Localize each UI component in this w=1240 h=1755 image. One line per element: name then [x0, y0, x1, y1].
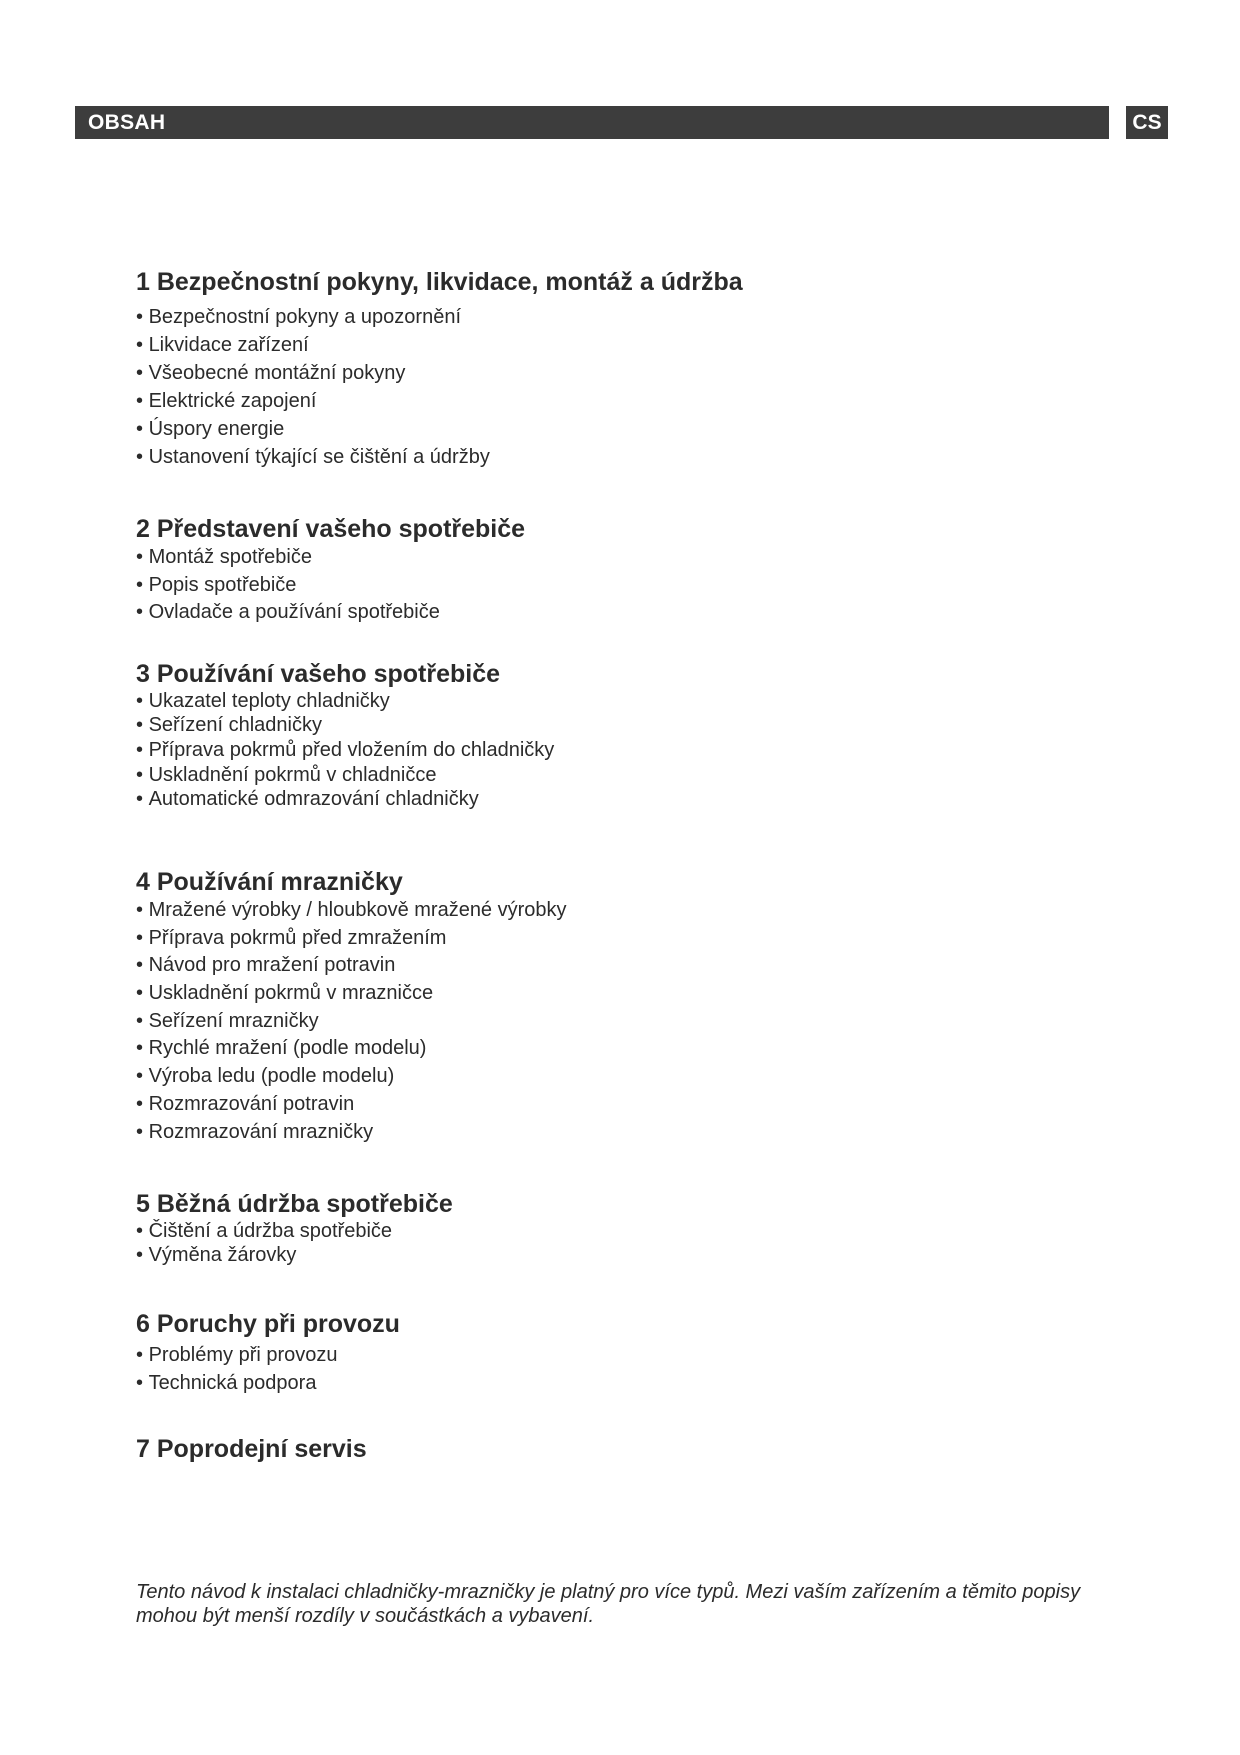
- toc-item: • Úspory energie: [136, 415, 1136, 443]
- toc-item: • Montáž spotřebiče: [136, 544, 1136, 572]
- toc-item: • Rozmrazování potravin: [136, 1091, 1136, 1119]
- toc-item: • Návod pro mražení potravin: [136, 952, 1136, 980]
- toc-item: • Rozmrazování mrazničky: [136, 1119, 1136, 1147]
- toc-item: • Uskladnění pokrmů v chladničce: [136, 763, 1136, 787]
- toc-section-3: [136, 659, 1136, 811]
- toc-item: • Popis spotřebiče: [136, 572, 1136, 600]
- toc-item: • Ustanovení týkající se čištění a údržby: [136, 443, 1136, 471]
- section-items: [136, 1342, 1136, 1397]
- section-heading: 4 Používání mrazničky: [136, 868, 403, 896]
- page-title: OBSAH: [88, 111, 166, 134]
- section-items: [136, 544, 1136, 627]
- toc-section-7: [136, 1434, 1136, 1464]
- section-heading: 5 Běžná údržba spotřebiče: [136, 1190, 453, 1218]
- toc-item: • Ovladače a používání spotřebiče: [136, 599, 1136, 627]
- toc-item: • Ukazatel teploty chladničky: [136, 689, 1136, 713]
- toc-item: • Uskladnění pokrmů v mrazničce: [136, 980, 1136, 1008]
- toc-item: • Technická podpora: [136, 1370, 1136, 1398]
- toc-item: • Všeobecné montážní pokyny: [136, 359, 1136, 387]
- toc-item: • Mražené výrobky / hloubkově mražené výrobky: [136, 897, 1136, 925]
- section-items: [136, 689, 1136, 811]
- toc-section-1: [136, 267, 1136, 471]
- toc-item: • Čištění a údržba spotřebiče: [136, 1219, 1136, 1243]
- toc-section-4: [136, 867, 1136, 1146]
- toc-item: • Rychlé mražení (podle modelu): [136, 1035, 1136, 1063]
- toc-item: • Problémy při provozu: [136, 1342, 1136, 1370]
- language-badge: CS: [1126, 106, 1168, 139]
- section-heading: 1 Bezpečnostní pokyny, likvidace, montáž a údržba: [136, 268, 743, 296]
- section-items: [136, 303, 1136, 471]
- toc-item: • Příprava pokrmů před zmražením: [136, 925, 1136, 953]
- header-bar: [75, 106, 1109, 139]
- toc-section-2: [136, 514, 1136, 627]
- toc-section-6: [136, 1309, 1136, 1397]
- footer-note: Tento návod k instalaci chladničky-mrazničky je platný pro více typů. Mezi vaším zařízením a těmito popisy mohou být menší rozdíly v součástkách a vybavení.: [136, 1581, 1081, 1627]
- section-heading: 2 Představení vašeho spotřebiče: [136, 515, 526, 543]
- toc-item: • Výroba ledu (podle modelu): [136, 1063, 1136, 1091]
- toc-item: • Příprava pokrmů před vložením do chladničky: [136, 737, 1136, 763]
- section-heading: 6 Poruchy při provozu: [136, 1310, 400, 1338]
- toc-item: • Seřízení mrazničky: [136, 1008, 1136, 1036]
- toc-item: • Bezpečnostní pokyny a upozornění: [136, 303, 1136, 331]
- section-heading: 3 Používání vašeho spotřebiče: [136, 660, 501, 688]
- toc-item: • Likvidace zařízení: [136, 331, 1136, 359]
- section-items: [136, 897, 1136, 1146]
- toc-item: • Elektrické zapojení: [136, 387, 1136, 415]
- toc-item: • Automatické odmrazování chladničky: [136, 787, 1136, 811]
- section-items: [136, 1219, 1136, 1267]
- section-heading: 7 Poprodejní servis: [136, 1435, 367, 1463]
- toc-item: • Výměna žárovky: [136, 1243, 1136, 1267]
- toc-item: • Seřízení chladničky: [136, 713, 1136, 737]
- toc-section-5: [136, 1189, 1136, 1267]
